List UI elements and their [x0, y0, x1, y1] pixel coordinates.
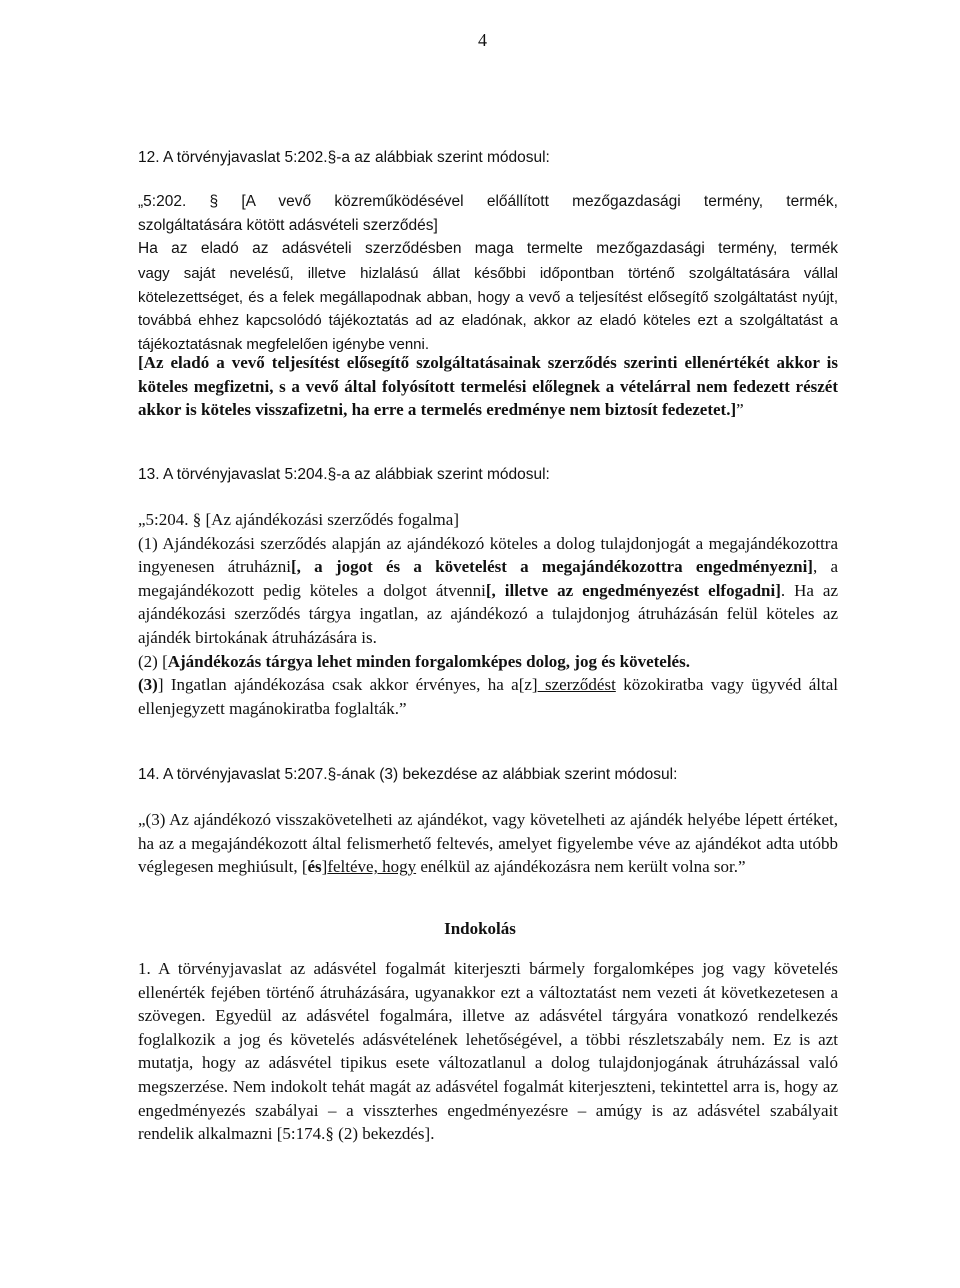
s14-paragraph: „(3) Az ajándékozó visszakövetelheti az ajándékot, vagy követelheti az ajándék helyébe lépett értéket, ha az a megajándékozott által felismerhető feltevés, amelyet figyelembe véve az ajándékot adta utóbb véglegesen meghiúsult, [és]feltéve, hogy enélkül az ajándékozásra nem került volna sor.” [138, 810, 838, 877]
deleted-clause-text: [Az eladó a vevő teljesítést elősegítő szolgáltatásainak szerződés szerinti ellenértékét akkor is köteles megfizetni, s a vevő által folyósított termelési előlegnek a vételárral nem fedezett részét akkor is köteles visszafizetni, ha erre a termelés eredménye nem biztosít fedezetet.] [138, 353, 838, 420]
section-13-heading: 13. A törvényjavaslat 5:204.§-a az alábbiak szerint módosul: [138, 466, 550, 483]
s13-title-line: „5:204. § [Az ajándékozási szerződés fogalma] [138, 510, 459, 529]
section-12-heading: 12. A törvényjavaslat 5:202.§-a az alábbiak szerint módosul: [138, 149, 550, 166]
s13-paragraph-1: (1) Ajándékozási szerződés alapján az ajándékozó köteles a dolog tulajdonjogát a megajándékozottra ingyenesen átruházni[, a jogot és a követelést a megajándékozottra engedményezni], a megajándékozott pedig köteles a dolgot átvenni[, illetve az engedményezést elfogadni]. Ha az ajándékozási szerződés tárgya ingatlan, az ajándékozó a tulajdonjog átruházásán felül köteles az ajándék birtokának átruházására is. [138, 533, 839, 647]
section-14-heading: 14. A törvényjavaslat 5:207.§-ának (3) bekezdése az alábbiak szerint módosul: [138, 766, 678, 783]
s12-paragraph-line-3: Ha az eladó az adásvételi szerződésben maga termelte mezőgazdasági termény, termék [138, 240, 838, 258]
section-12-paragraph: vagy saját nevelésű, illetve hizlalású állat későbbi időpontban történő szolgáltatására vállal kötelezettséget, és a felek megállapodnak abban, hogy a vevő a teljesítést elősegítő szolgáltatást nyújt, továbbá ehhez kapcsolódó tájékoztatás ad az eladónak, akkor az eladó köteles ezt a szolgáltatást a tájékoztatásnak megfelelően igénybe venni. [138, 265, 838, 353]
section-12-deleted-clause [138, 351, 838, 422]
s12-title-line-2: szolgáltatására kötött adásvételi szerződés] [138, 216, 438, 234]
s12-title-line-1: „5:202. § [A vevő közreműködésével előállított mezőgazdasági termény, termék, [138, 193, 838, 210]
section-13-body [138, 508, 838, 720]
s13-paragraph-3: (3)] Ingatlan ajándékozása csak akkor érvényes, ha a[z] szerződést közokiratba vagy ügyvéd által ellenjegyzett magánokiratba foglalták.” [138, 675, 838, 718]
indokolas-heading: Indokolás [444, 919, 516, 938]
closing-quote: ” [736, 400, 744, 420]
section-12-intro [138, 190, 838, 261]
indokolas-paragraph-1: 1. A törvényjavaslat az adásvétel fogalmát kiterjeszti bármely forgalomképes jog vagy követelés ellenérték fejében történő átruházására, ugyanakkor ezt a változtatást nem vezeti át következetesen a szövegen. Egyedül az adásvétel fogalmára, illetve az adásvétel tárgyára vonatkozó rendelkezés foglalkozik a jog és követelés adásvételének lehetőségével, a többi részletszabály nem. Ez is azt mutatja, hogy az adásvétel tipikus esete változatlanul a dolog tulajdonjogának átruházással való megszerzése. Nem indokolt tehát magát az adásvétel fogalmát kiterjeszteni, tekintettel arra is, hogy az engedményezés szabályai – a visszterhes engedményezésre – amúgy is az adásvétel szabályait rendelik alkalmazni [5:174.§ (2) bekezdés]. [138, 959, 838, 1144]
page-number: 4 [478, 30, 487, 50]
s13-paragraph-2: (2) [Ajándékozás tárgya lehet minden forgalomképes dolog, jog és követelés. [138, 651, 690, 671]
section-14-body [138, 808, 838, 879]
